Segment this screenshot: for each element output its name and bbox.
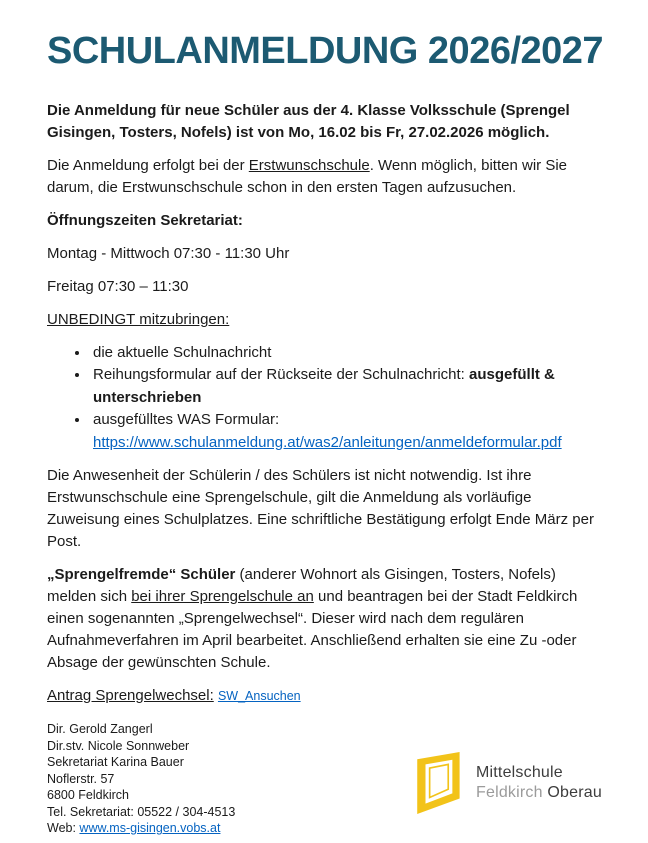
text-segment: die aktuelle Schulnachricht bbox=[93, 343, 272, 361]
text-segment: Montag - Mittwoch 07:30 - 11:30 Uhr bbox=[47, 244, 290, 262]
antrag-line bbox=[47, 685, 600, 707]
text-segment: Noflerstr. 57 bbox=[47, 771, 115, 786]
list-item bbox=[90, 364, 600, 409]
text-segment: Erstwunschschule bbox=[248, 156, 370, 174]
text-segment: . Wenn möglich, bitten wir Sie darum, die Erstwunschschule schon in den ersten Tagen aufzusuchen. bbox=[47, 156, 567, 196]
text-segment: Antrag Sprengelwechsel: bbox=[47, 687, 214, 705]
text-segment: Die Anmeldung für neue Schüler aus der 4. Klasse Volksschule (Sprengel Gisingen, Tosters, Nofels) ist von Mo, 16.02 bis Fr, 27.02.2026 möglich. bbox=[47, 101, 570, 141]
list-item bbox=[90, 409, 600, 454]
attendance-paragraph bbox=[47, 465, 600, 553]
office-hours-friday bbox=[47, 276, 600, 298]
logo-school-type: Mittelschule bbox=[476, 764, 563, 781]
text-segment: „Sprengelfremde“ Schüler bbox=[47, 566, 236, 584]
office-hours-heading bbox=[47, 210, 600, 232]
bring-heading bbox=[47, 309, 600, 331]
intro-paragraph bbox=[47, 100, 600, 144]
text-segment: Reihungsformular auf der Rückseite der Schulnachricht: bbox=[93, 366, 470, 384]
list-item bbox=[90, 342, 600, 365]
school-logo bbox=[417, 752, 602, 814]
logo-text bbox=[476, 763, 602, 803]
text-segment: (anderer Wohnort als Gisingen, Tosters, Nofels) melden sich bbox=[47, 566, 556, 606]
logo-city: Feldkirch bbox=[476, 784, 543, 801]
sprengelfremde-paragraph bbox=[47, 564, 600, 674]
text-segment: Web: bbox=[47, 821, 80, 836]
checklist bbox=[47, 342, 600, 455]
text-segment: ausgefülltes WAS Formular: bbox=[93, 411, 280, 429]
page-title: SCHULANMELDUNG 2026/2027 bbox=[47, 30, 604, 72]
text-segment: Die Anwesenheit der Schülerin / des Schülers ist nicht notwendig. Ist ihre Erstwunschschule eine Sprengelschule, gilt die Anmeldung als vorläufige Zuweisung eines Schulplatzes. Eine schriftliche Bestätigung erfolgt Ende März per Post. bbox=[47, 467, 594, 551]
sw-ansuchen-link[interactable]: SW_Ansuchen bbox=[217, 689, 301, 704]
text-segment: Sekretariat Karina Bauer bbox=[47, 755, 184, 770]
office-hours-mon-wed bbox=[47, 243, 600, 265]
text-segment: UNBEDINGT mitzubringen: bbox=[47, 310, 230, 328]
text-segment: Dir. Gerold Zangerl bbox=[47, 722, 153, 737]
yellow-frame-icon bbox=[417, 752, 465, 814]
logo-school-name bbox=[476, 783, 602, 803]
registration-info bbox=[47, 155, 600, 199]
document-body bbox=[47, 100, 600, 837]
text-segment: Tel. Sekretariat: 05522 / 304-4513 bbox=[47, 804, 236, 819]
website-link[interactable]: www.ms-gisingen.vobs.at bbox=[79, 821, 221, 836]
text-segment: 6800 Feldkirch bbox=[47, 788, 129, 803]
was-formular-link[interactable]: https://www.schulanmeldung.at/was2/anleitungen/anmeldeformular.pdf bbox=[93, 433, 562, 451]
logo-district: Oberau bbox=[547, 784, 602, 801]
text-segment: Freitag 07:30 – 11:30 bbox=[47, 277, 189, 295]
text-segment: bei ihrer Sprengelschule an bbox=[131, 588, 314, 606]
text-segment: und beantragen bei der Stadt Feldkirch einen sogenannten „Sprengelwechsel“. Dieser wird nach dem regulären Aufnahmeverfahren im April bearbeitet. Anschließend erhalten sie eine Zu -oder Absage der gewünschten Schule. bbox=[47, 588, 578, 672]
text-segment: ausgefüllt & unterschrieben bbox=[93, 366, 555, 406]
text-segment: Dir.stv. Nicole Sonnweber bbox=[47, 738, 190, 753]
text-segment: Öffnungszeiten Sekretariat: bbox=[47, 211, 243, 229]
text-segment: Die Anmeldung erfolgt bei der bbox=[47, 156, 249, 174]
